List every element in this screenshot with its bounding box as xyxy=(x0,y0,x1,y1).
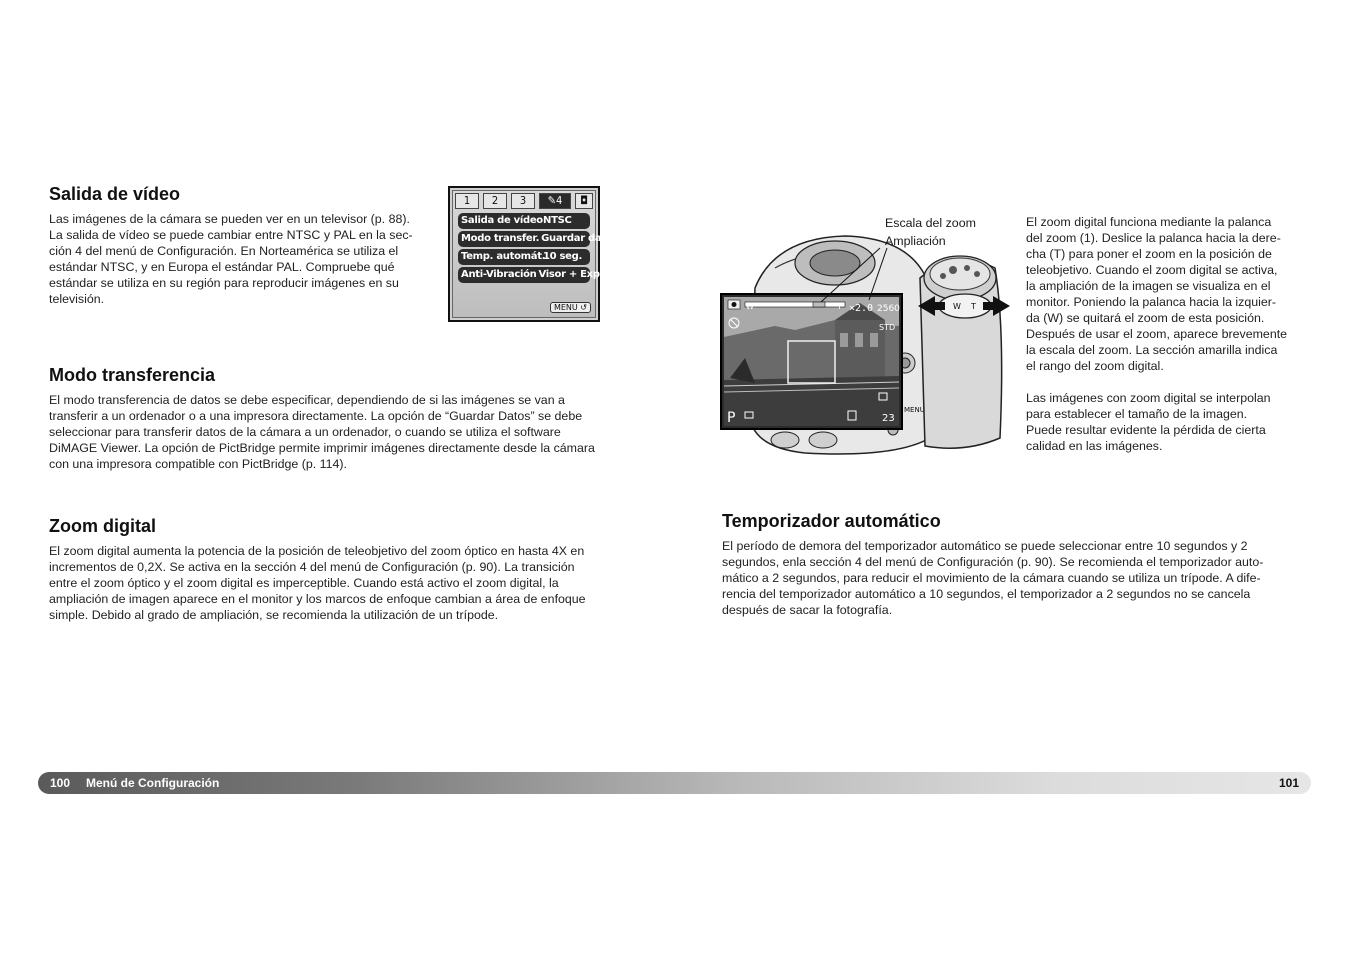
text-line: para establecer el tamaño de la imagen. xyxy=(1026,407,1248,421)
menu-row-video-output xyxy=(458,213,590,229)
digital-zoom-lever-text xyxy=(1026,214,1316,454)
menu-tab-4-setup xyxy=(539,193,571,209)
text-line: del zoom (1). Deslice la palanca hacia la dere- xyxy=(1026,231,1281,245)
menu-tab-3: 3 xyxy=(511,193,535,209)
menu-row-value: NTSC xyxy=(543,215,572,226)
menu-row-label: Modo transfer. xyxy=(461,233,540,244)
text-line: Después de usar el zoom, aparece brevemente xyxy=(1026,327,1288,341)
footer-section-title: Menú de Configuración xyxy=(86,776,220,790)
text-line: transferir a un ordenador o a una impresora directamente. La opción de “Guardar Datos” se debe xyxy=(49,409,583,423)
lcd-quality: STD xyxy=(879,323,896,332)
lcd-frame-count: 23 xyxy=(882,413,895,424)
text-line: monitor. Poniendo la palanca hacia la izquier- xyxy=(1026,295,1277,309)
text-line: Puede resultar evidente la pérdida de cierta xyxy=(1026,423,1266,437)
menu-button-label: MENU xyxy=(553,303,578,312)
menu-tab-1: 1 xyxy=(455,193,479,209)
text-line: la escala del zoom. La sección amarilla indica xyxy=(1026,343,1278,357)
lcd-resolution: 2560 xyxy=(877,304,900,314)
text-line: El período de demora del temporizador automático se puede seleccionar entre 10 segundos y 2 xyxy=(722,539,1248,553)
menu-row-value: 10 seg. xyxy=(543,251,582,262)
text-line: televisión. xyxy=(49,292,105,306)
menu-label: MENU xyxy=(904,406,925,414)
left-page-number: 100 xyxy=(50,776,71,790)
lever-w-label: W xyxy=(953,302,961,311)
right-page-number: 101 xyxy=(1278,776,1299,790)
text-line: seleccionar para transferir datos de la cámara a un ordenador, o cuando se utiliza el software xyxy=(49,425,561,439)
text-line: simple. Debido al grado de ampliación, se recomienda la utilización de un trípode. xyxy=(49,608,499,622)
text-line: mático a 2 segundos, para reducir el movimiento de la cámara cuando se utiliza un trípode. A dife- xyxy=(722,571,1261,585)
menu-row-value: Guardar datos xyxy=(541,233,619,244)
text-line: El zoom digital funciona mediante la palanca xyxy=(1026,215,1272,229)
text-line: calidad en las imágenes. xyxy=(1026,439,1163,453)
text-line: entre el zoom óptico y el zoom digital es imperceptible. Cuando está activo el zoom digital, la xyxy=(49,576,559,590)
heading-self-timer: Temporizador automático xyxy=(722,511,941,531)
text-line: DiMAGE Viewer. La opción de PictBridge permite imprimir imágenes directamente desde la cámara xyxy=(49,441,595,455)
menu-tab-2: 2 xyxy=(483,193,507,209)
lever-t-label: T xyxy=(971,302,976,311)
text-line: Las imágenes con zoom digital se interpolan xyxy=(1026,391,1271,405)
video-output-text xyxy=(49,211,439,307)
text-line: con una impresora compatible con PictBridge (p. 114). xyxy=(49,457,347,471)
text-line: estándar NTSC, y en Europa el estándar PAL. Compruebe qué xyxy=(49,260,395,274)
camera-zoom-illustration xyxy=(715,208,1020,466)
text-line: cha (T) para poner el zoom en la posición de xyxy=(1026,247,1272,261)
wrench-icon: ✎ xyxy=(547,194,556,207)
lcd-monitor xyxy=(721,294,902,429)
text-line: La salida de vídeo se puede cambiar entre NTSC y PAL en la sec- xyxy=(49,228,413,242)
menu-row-label: Salida de vídeo xyxy=(461,215,543,226)
menu-row-anti-shake xyxy=(458,267,604,283)
text-line: el rango del zoom digital. xyxy=(1026,359,1164,373)
callout-zoom-scale: Escala del zoom xyxy=(885,216,976,230)
page-footer-bar xyxy=(38,772,1311,794)
text-line: ción 4 del menú de Configuración. En Norteamérica se utiliza el xyxy=(49,244,399,258)
text-line: la ampliación de la imagen se visualiza en el xyxy=(1026,279,1271,293)
transfer-mode-text xyxy=(49,392,639,472)
heading-transfer-mode: Modo transferencia xyxy=(49,365,216,385)
text-line: teleobjetivo. Cuando el zoom digital se activa, xyxy=(1026,263,1278,277)
menu-tab-4-label: 4 xyxy=(556,194,563,207)
menu-return-button xyxy=(550,302,591,313)
menu-tabs xyxy=(455,193,593,209)
menu-row-self-timer xyxy=(458,249,590,265)
setup-menu-screenshot xyxy=(448,186,619,322)
text-line: estándar se utiliza en su región para reproducir imágenes en su xyxy=(49,276,399,290)
menu-row-transfer-mode xyxy=(458,231,619,247)
menu-row-label: Anti-Vibración xyxy=(461,269,537,280)
text-line: Las imágenes de la cámara se pueden ver en un televisor (p. 88). xyxy=(49,212,410,226)
lcd-magnification: ×2.0 xyxy=(849,303,874,314)
menu-rows xyxy=(458,213,619,285)
camera-tab xyxy=(575,193,593,209)
camera-icon: ◘ xyxy=(580,194,588,207)
text-line: rencia del temporizador automático a 10 segundos, el temporizador a 2 segundos no se cancela xyxy=(722,587,1251,601)
self-timer-text xyxy=(722,538,1312,618)
text-line: El modo transferencia de datos se debe especificar, dependiendo de si las imágenes se van a xyxy=(49,393,565,407)
text-line: segundos, enla sección 4 del menú de Configuración (p. 90). Se recomienda el temporizador auto- xyxy=(722,555,1264,569)
text-line: El zoom digital aumenta la potencia de la posición de teleobjetivo del zoom óptico en hasta 4X en xyxy=(49,544,585,558)
text-line: da (W) se quitará el zoom de esta posición. xyxy=(1026,311,1265,325)
lcd-w-label: W xyxy=(746,302,754,311)
return-arrow-icon: ↺ xyxy=(580,303,587,312)
text-line: ampliación de imagen aparece en el monitor y los marcos de enfoque cambian a área de enfoque xyxy=(49,592,586,606)
menu-panel xyxy=(452,190,619,318)
heading-video-output: Salida de vídeo xyxy=(49,184,181,204)
heading-digital-zoom: Zoom digital xyxy=(49,516,156,536)
menu-row-label: Temp. automát. xyxy=(461,251,546,262)
callout-magnification: Ampliación xyxy=(885,234,946,248)
text-line: después de sacar la fotografía. xyxy=(722,603,893,617)
lcd-mode-p: P xyxy=(727,410,736,426)
text-line: incrementos de 0,2X. Se activa en la sección 4 del menú de Configuración (p. 90). La transición xyxy=(49,560,575,574)
lcd-t-label: T xyxy=(837,302,842,311)
menu-row-value: Visor + Exp. xyxy=(538,269,604,280)
digital-zoom-text xyxy=(49,543,639,623)
